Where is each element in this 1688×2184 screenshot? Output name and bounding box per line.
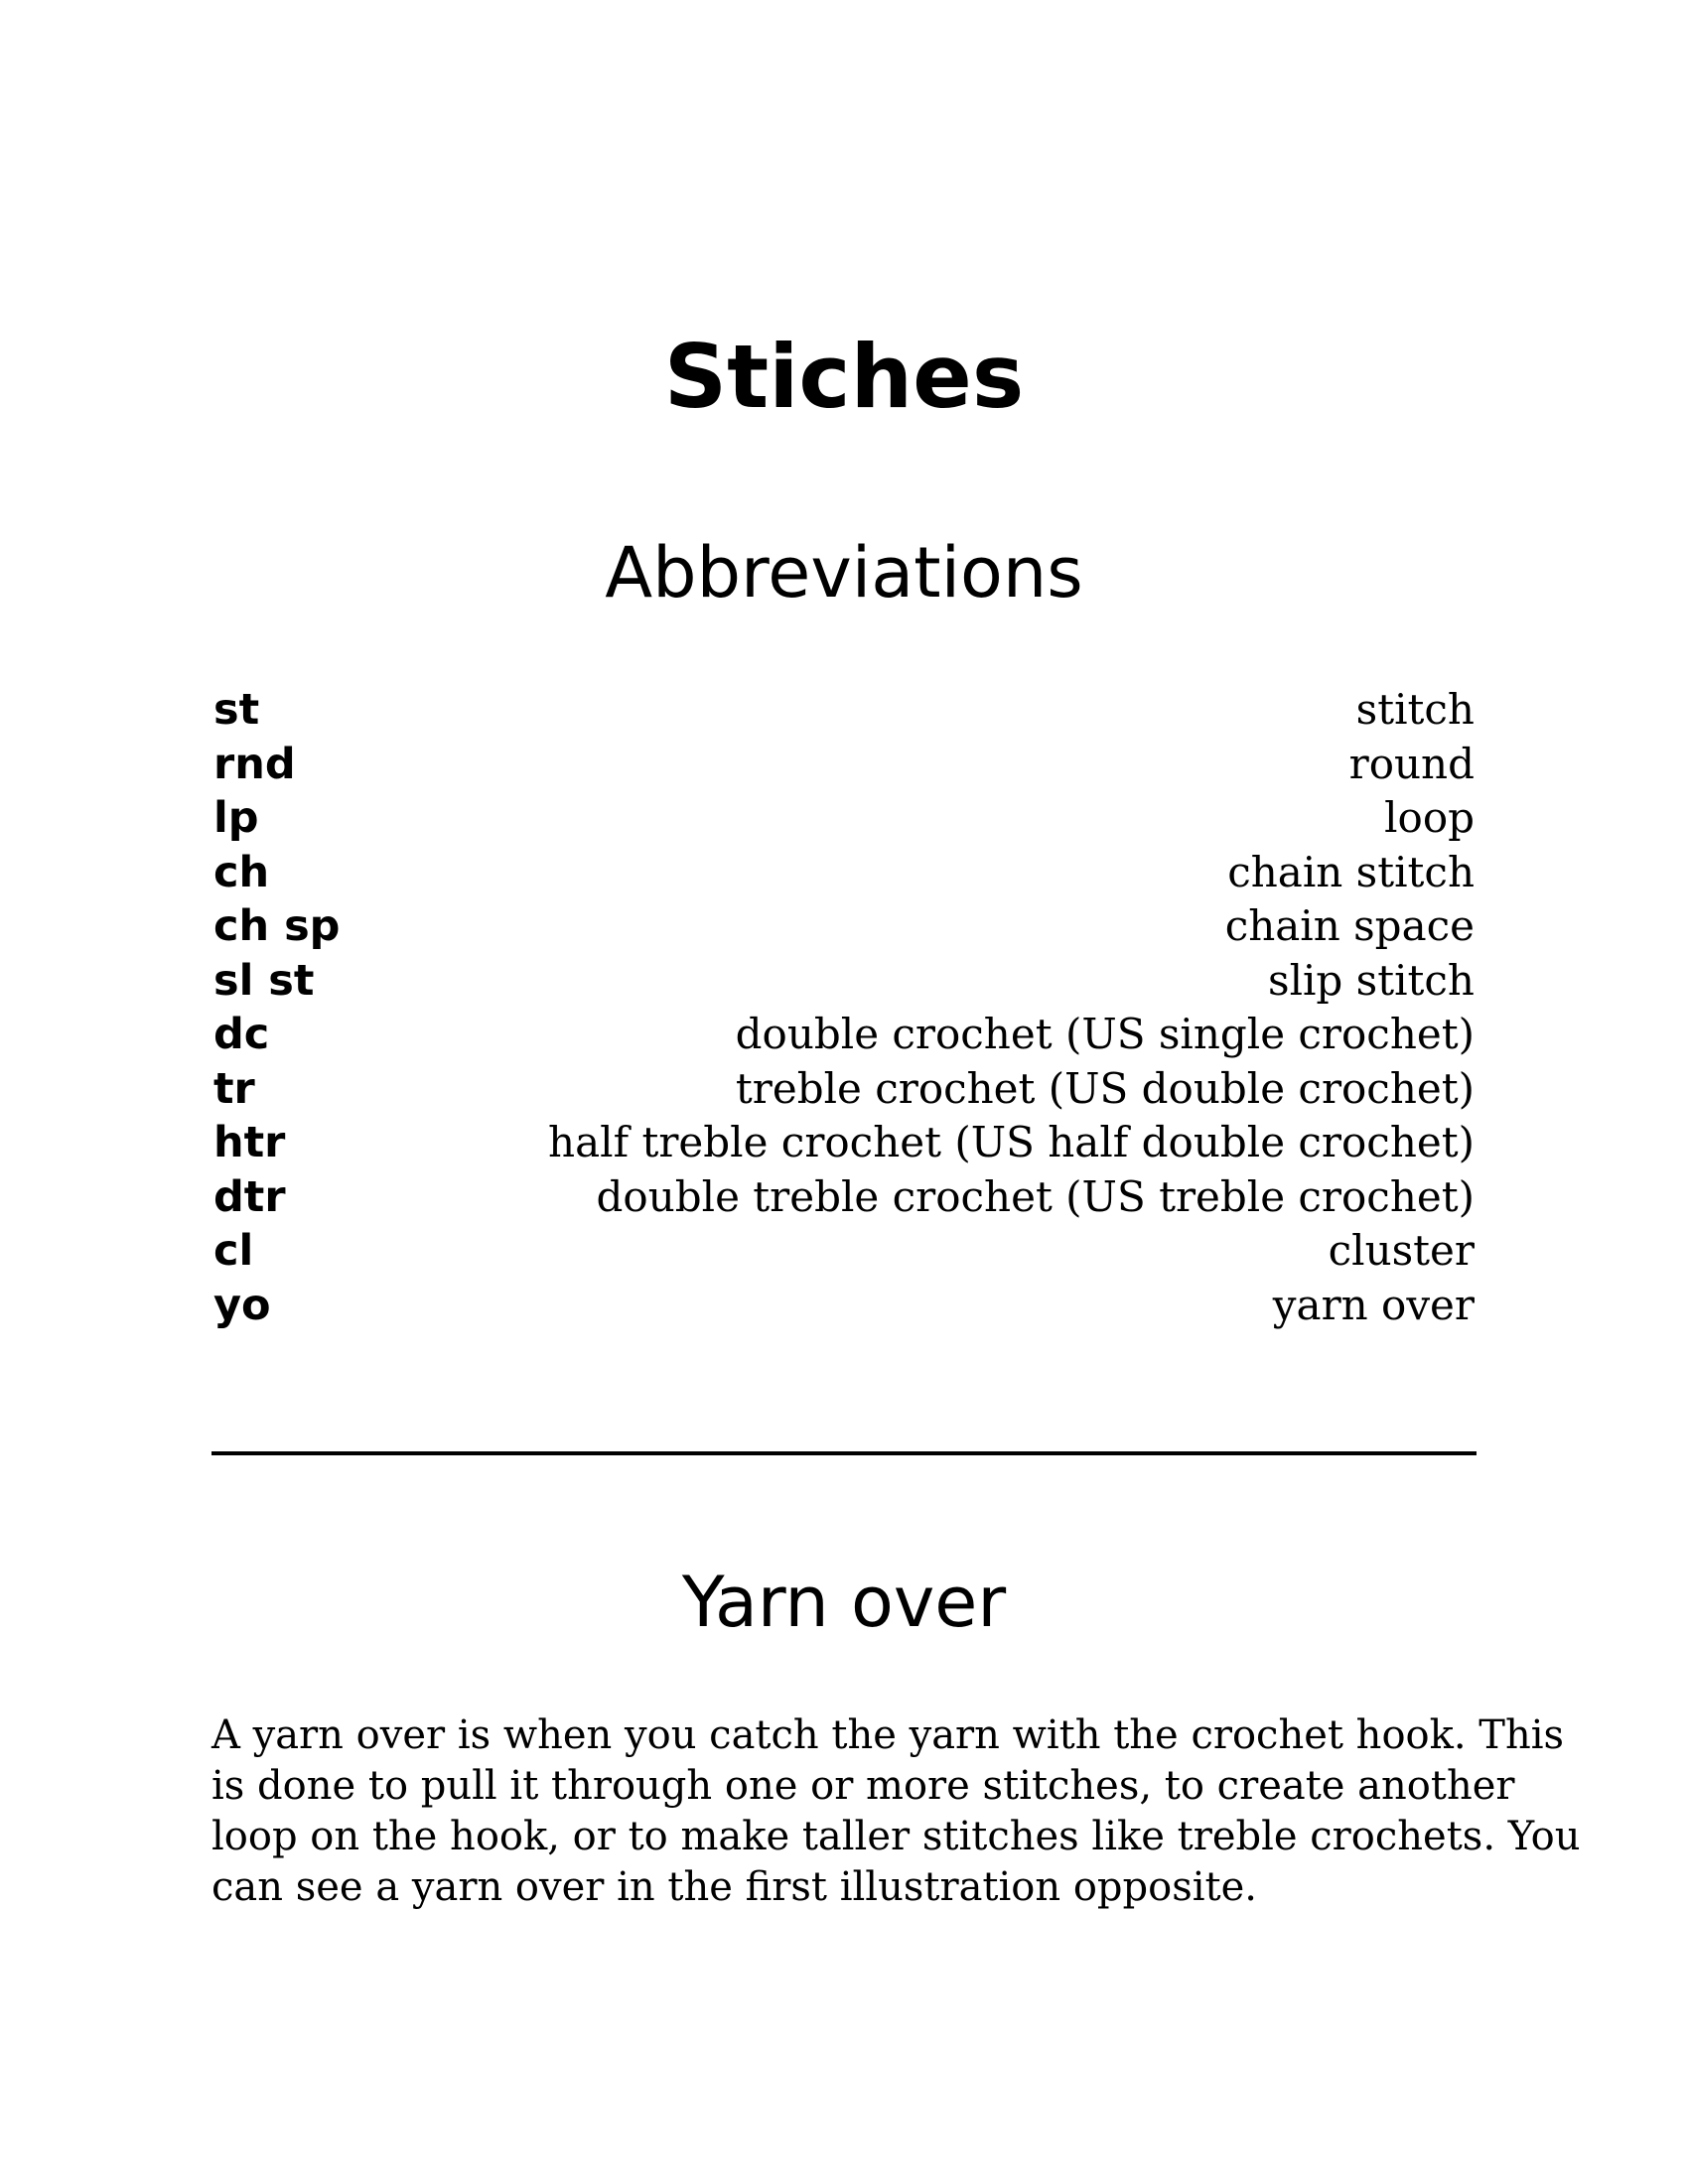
yarn-over-paragraph bbox=[211, 1710, 1581, 1913]
abbreviation-row bbox=[213, 683, 1475, 738]
abbreviation-row bbox=[213, 738, 1475, 792]
abbreviation-row bbox=[213, 1062, 1475, 1117]
abbreviation-code: tr bbox=[213, 1063, 255, 1114]
abbreviation-meaning: chain space bbox=[1224, 901, 1475, 950]
abbreviation-meaning: yarn over bbox=[1272, 1280, 1475, 1329]
abbreviation-code: rnd bbox=[213, 739, 296, 789]
abbreviation-row bbox=[213, 791, 1475, 846]
abbreviation-code: cl bbox=[213, 1226, 254, 1276]
abbreviation-code: sl st bbox=[213, 955, 315, 1006]
abbreviation-meaning: double crochet (US single crochet) bbox=[735, 1010, 1475, 1058]
paragraph-line: is done to pull it through one or more stitches, to create another bbox=[211, 1763, 1515, 1809]
abbreviation-meaning: loop bbox=[1384, 793, 1475, 842]
abbreviation-code: dc bbox=[213, 1010, 270, 1059]
abbreviation-meaning: half treble crochet (US half double crochet) bbox=[548, 1118, 1475, 1166]
abbreviations-list bbox=[213, 683, 1475, 1332]
abbreviation-row bbox=[213, 1170, 1475, 1225]
yarn-over-heading: Yarn over bbox=[681, 1562, 1007, 1643]
abbreviation-row bbox=[213, 1008, 1475, 1062]
section-divider bbox=[211, 1451, 1477, 1455]
paragraph-line: loop on the hook, or to make taller stitches like treble crochets. You bbox=[211, 1814, 1581, 1859]
abbreviation-row bbox=[213, 1116, 1475, 1170]
abbreviation-code: dtr bbox=[213, 1171, 286, 1222]
abbreviation-meaning: round bbox=[1348, 739, 1475, 788]
abbreviation-code: st bbox=[213, 685, 260, 735]
abbreviation-meaning: chain stitch bbox=[1227, 847, 1475, 896]
abbreviation-code: yo bbox=[213, 1280, 271, 1330]
paragraph-line: A yarn over is when you catch the yarn with the crochet hook. This bbox=[211, 1712, 1565, 1758]
abbreviation-code: ch sp bbox=[213, 901, 341, 951]
abbreviation-row bbox=[213, 1224, 1475, 1279]
abbreviation-row bbox=[213, 846, 1475, 900]
paragraph-line: can see a yarn over in the first illustration opposite. bbox=[211, 1864, 1258, 1910]
abbreviations-heading: Abbreviations bbox=[605, 532, 1083, 614]
abbreviation-meaning: slip stitch bbox=[1268, 955, 1475, 1005]
abbreviation-code: lp bbox=[213, 793, 259, 843]
abbreviation-meaning: stitch bbox=[1355, 685, 1475, 734]
page-title: Stiches bbox=[663, 326, 1025, 428]
abbreviation-code: ch bbox=[213, 847, 270, 897]
abbreviation-row bbox=[213, 899, 1475, 954]
abbreviation-meaning: treble crochet (US double crochet) bbox=[735, 1063, 1475, 1113]
abbreviation-row bbox=[213, 1279, 1475, 1333]
abbreviation-meaning: cluster bbox=[1328, 1226, 1475, 1275]
abbreviation-row bbox=[213, 954, 1475, 1009]
abbreviation-meaning: double treble crochet (US treble crochet) bbox=[596, 1171, 1475, 1221]
abbreviation-code: htr bbox=[213, 1118, 286, 1167]
